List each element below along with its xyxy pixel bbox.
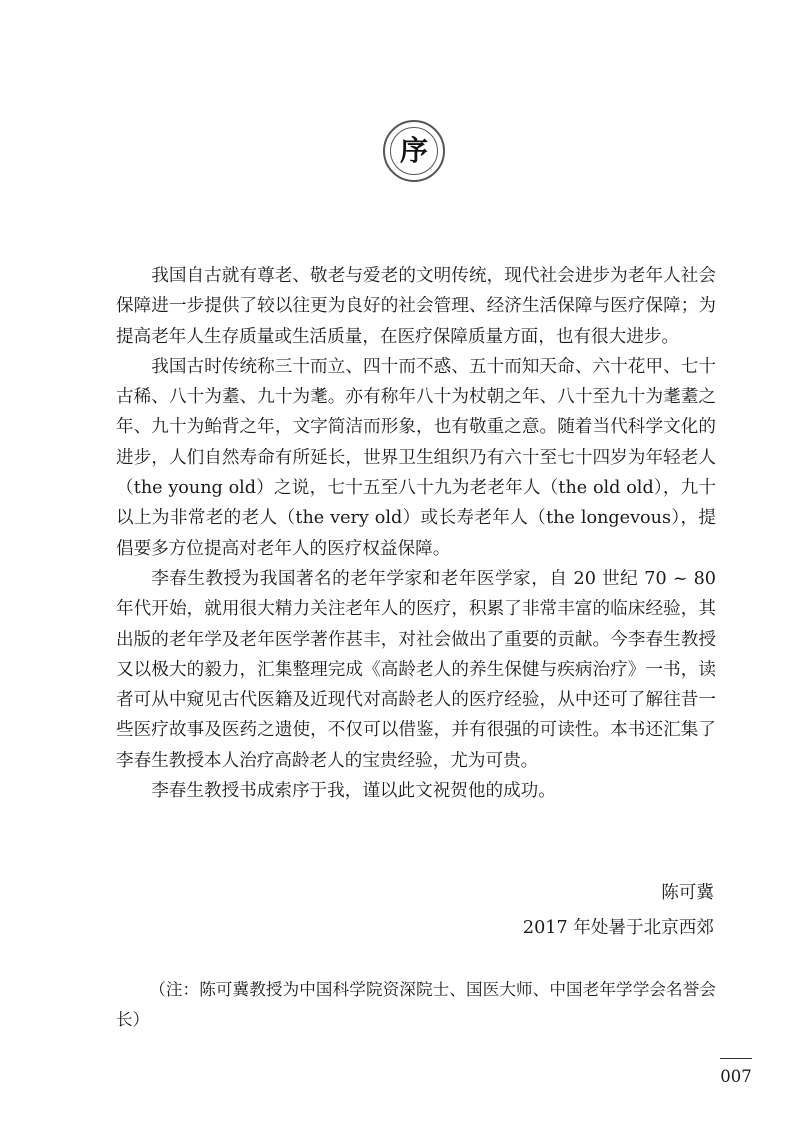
paragraph-2: 我国古时传统称三十而立、四十而不惑、五十而知天命、六十花甲、七十古稀、八十为耋、九十为耄。亦有称年八十为杖朝之年、八十至九十为耄耋之年、九十为鲐背之年，文字简洁而形象，也有敬重之意。随着当代科学文化的进步，人们自然寿命有所延长，世界卫生组织乃有六十至七十四岁为年轻老人（the young old）之说，七十五至八十九为老老年人（the old old），九十以上为非常老的老人（the very old）或长寿老年人（the longevous），提倡要多方位提高对老年人的医疗权益保障。 bbox=[116, 356, 716, 559]
paragraph-4: 李春生教授书成索序于我，谨以此文祝贺他的成功。 bbox=[151, 781, 556, 802]
signature-date: 2017 年处暑于北京西郊 bbox=[522, 918, 714, 938]
author-note: （注：陈可冀教授为中国科学院资深院士、国医大师、中国老年学学会名誉会长） bbox=[116, 980, 716, 1029]
paragraph-3: 李春生教授为我国著名的老年学家和老年医学家，自 20 世纪 70 ~ 80 年代开始，就用很大精力关注老年人的医疗，积累了非常丰富的临床经验，其出版的老年学及老年医学著作甚丰，对社会做出了重要的贡献。今李春生教授又以极大的毅力，汇集整理完成《高龄老人的养生保健与疾病治疗》一书，读者可从中窥见古代医籍及近现代对高龄老人的医疗经验，从中还可了解往昔一些医疗故事及医药之遗使，不仅可以借鉴，并有很强的可读性。本书还汇集了李春生教授本人治疗高龄老人的宝贵经验，尤为可贵。 bbox=[116, 568, 716, 771]
page-number-rule bbox=[720, 1058, 752, 1059]
title-badge-inner bbox=[390, 127, 438, 175]
title-badge bbox=[383, 120, 445, 182]
preface-body bbox=[116, 261, 716, 806]
paragraph-1: 我国自古就有尊老、敬老与爱老的文明传统，现代社会进步为老年人社会保障进一步提供了较以往更为良好的社会管理、经济生活保障与医疗保障；为提高老年人生存质量或生活质量，在医疗保障质量方面，也有很大进步。 bbox=[116, 266, 716, 347]
signature-name: 陈可冀 bbox=[661, 883, 714, 903]
page-number: 007 bbox=[720, 1067, 752, 1086]
page-title: 序 bbox=[399, 134, 428, 167]
